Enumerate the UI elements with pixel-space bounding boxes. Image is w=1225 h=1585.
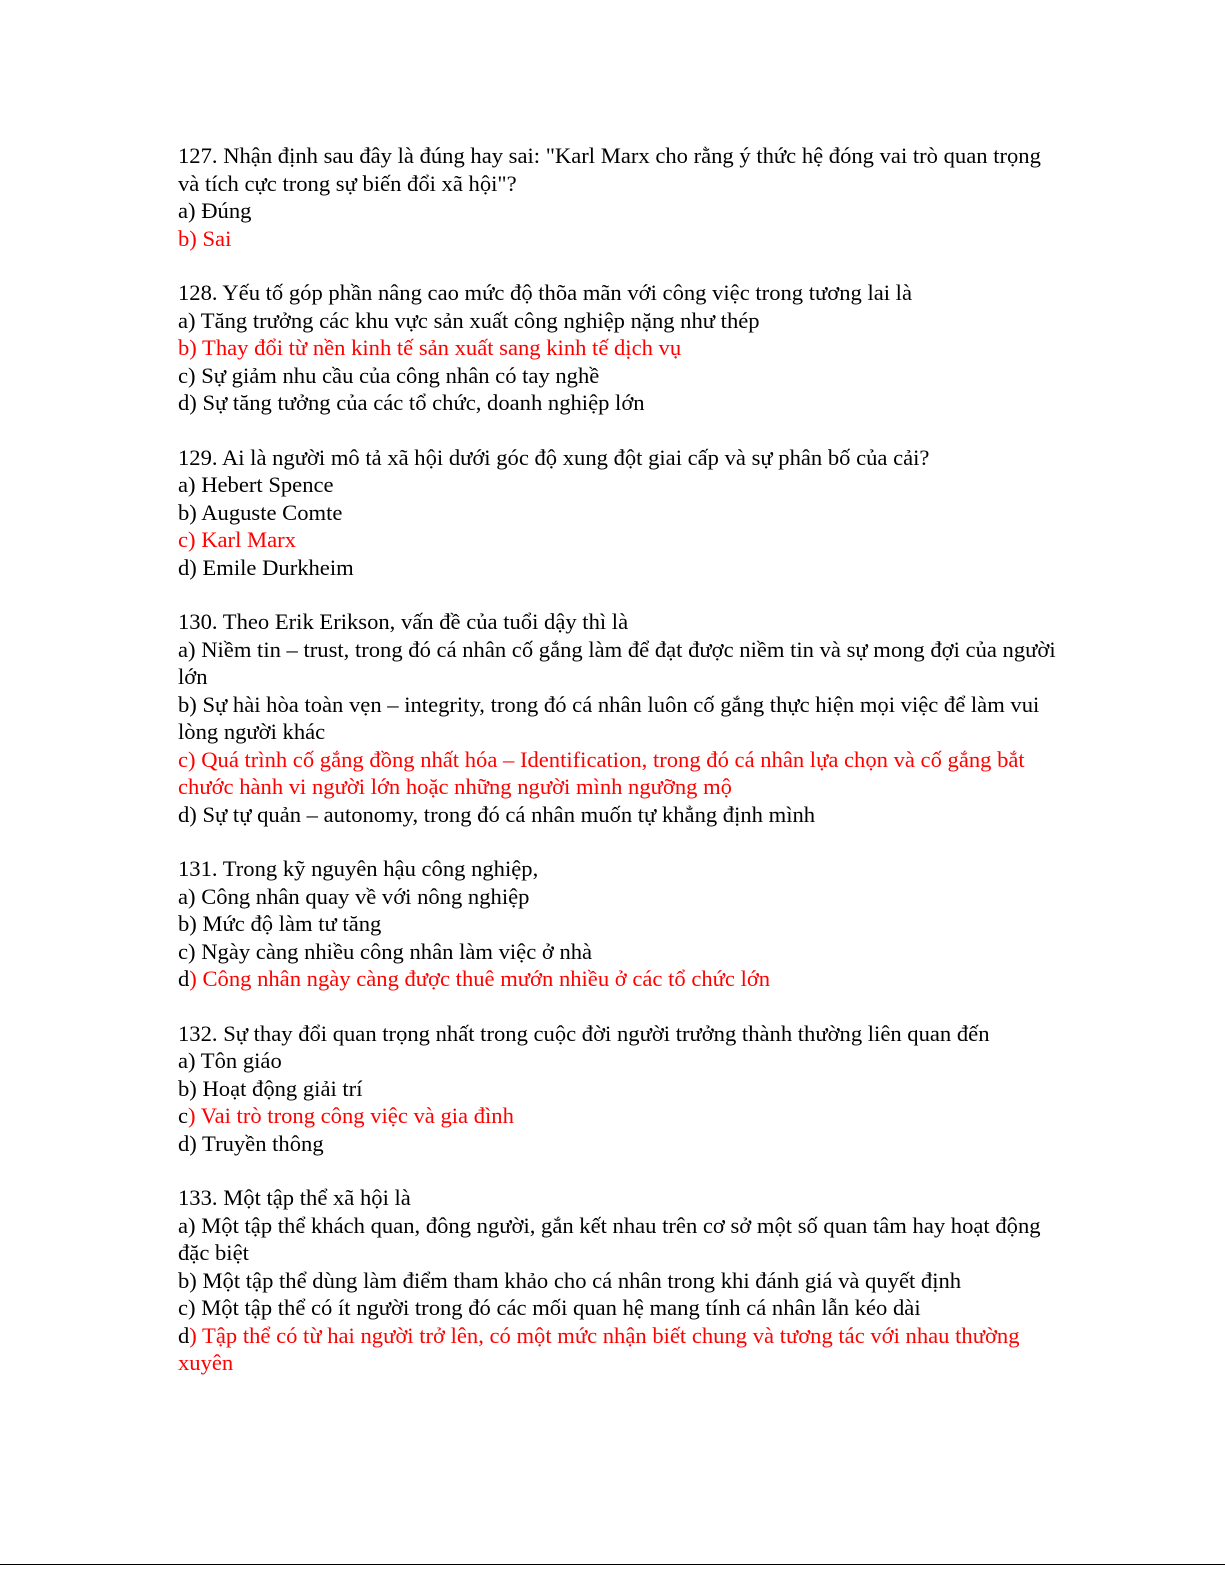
answer-option-text: a) Công nhân quay về với nông nghiệp — [178, 883, 530, 909]
question-block — [178, 279, 1058, 417]
answer-option — [178, 471, 1058, 499]
answer-option-text: c) Sự giảm nhu cầu của công nhân có tay nghề — [178, 362, 600, 388]
answer-option-text: a) Hebert Spence — [178, 472, 334, 497]
question-block — [178, 1184, 1058, 1377]
answer-option — [178, 691, 1058, 746]
question-stem: 133. Một tập thể xã hội là — [178, 1185, 411, 1210]
answer-option-correct — [178, 1322, 1058, 1377]
question-stem: 129. Ai là người mô tả xã hội dưới góc độ xung đột giai cấp và sự phân bố của cải? — [178, 444, 930, 470]
answer-option-text: c) Ngày càng nhiều công nhân làm việc ở nhà — [178, 938, 593, 964]
answer-option — [178, 197, 1058, 225]
answer-option — [178, 801, 1058, 829]
answer-option-letter: d — [178, 1322, 190, 1348]
answer-option-text: d) Truyền thông — [178, 1130, 324, 1156]
answer-option-correct — [178, 526, 1058, 554]
answer-option-text: b) Sự hài hòa toàn vẹn – integrity, trong đó cá nhân luôn cố gắng thực hiện mọi việc để làm vui lòng người khác — [178, 691, 1040, 744]
answer-option — [178, 1267, 1058, 1295]
question-stem: 131. Trong kỹ nguyên hậu công nghiệp, — [178, 856, 539, 881]
answer-option-correct — [178, 1102, 1058, 1130]
answer-option-text: d) Emile Durkheim — [178, 554, 354, 580]
answer-option-text: b) Thay đổi từ nền kinh tế sản xuất sang kinh tế dịch vụ — [178, 335, 682, 360]
answer-option-letter: d — [178, 966, 190, 991]
document-body — [178, 142, 1058, 1404]
answer-option-text: c) Một tập thể có ít người trong đó các mối quan hệ mang tính cá nhân lẫn kéo dài — [178, 1295, 921, 1320]
answer-option-text: d) Sự tự quản – autonomy, trong đó cá nhân muốn tự khẳng định mình — [178, 801, 816, 827]
answer-option-correct — [178, 225, 1058, 253]
answer-option — [178, 1075, 1058, 1103]
answer-option — [178, 1294, 1058, 1322]
question-stem: 130. Theo Erik Erikson, vấn đề của tuổi dậy thì là — [178, 609, 629, 634]
question-stem: 127. Nhận định sau đây là đúng hay sai: "Karl Marx cho rằng ý thức hệ đóng vai trò quan trọng và tích cực trong sự biến đổi xã hội"? — [178, 143, 1041, 196]
answer-option-text: ) Công nhân ngày càng được thuê mướn nhiều ở các tổ chức lớn — [189, 966, 771, 991]
answer-option-text: b) Auguste Comte — [178, 499, 343, 525]
page-bottom-rule — [0, 1564, 1225, 1565]
answer-option-text: b) Mức độ làm tư tăng — [178, 911, 382, 936]
answer-option-correct — [178, 965, 1058, 993]
answer-option-text: a) Một tập thể khách quan, đông người, gắn kết nhau trên cơ sở một số quan tâm hay hoạt động đặc biệt — [178, 1212, 1041, 1265]
answer-option-text: ) Vai trò trong công việc và gia đình — [188, 1103, 514, 1128]
answer-option — [178, 554, 1058, 582]
answer-option-letter: c — [178, 1103, 189, 1128]
question-stem: 132. Sự thay đổi quan trọng nhất trong cuộc đời người trưởng thành thường liên quan đến — [178, 1020, 990, 1046]
answer-option — [178, 938, 1058, 966]
question-block — [178, 142, 1058, 252]
answer-option-text: b) Hoạt động giải trí — [178, 1075, 363, 1101]
answer-option-text: b) Một tập thể dùng làm điểm tham khảo cho cá nhân trong khi đánh giá và quyết định — [178, 1267, 962, 1293]
answer-option-text: c) Quá trình cố gắng đồng nhất hóa – Identification, trong đó cá nhân lựa chọn và cố gắng bắt chước hành vi người lớn hoặc những người mình ngưỡng mộ — [178, 746, 1025, 799]
answer-option-correct — [178, 334, 1058, 362]
answer-option-text: c) Karl Marx — [178, 527, 296, 552]
answer-option-text: a) Niềm tin – trust, trong đó cá nhân cố gắng làm để đạt được niềm tin và sự mong đợi của người lớn — [178, 636, 1056, 689]
answer-option — [178, 883, 1058, 911]
answer-option — [178, 362, 1058, 390]
answer-option-text: a) Tôn giáo — [178, 1048, 282, 1073]
answer-option-text: b) Sai — [178, 225, 232, 251]
answer-option — [178, 636, 1058, 691]
answer-option — [178, 499, 1058, 527]
answer-option — [178, 389, 1058, 417]
answer-option — [178, 1212, 1058, 1267]
answer-option — [178, 1130, 1058, 1158]
answer-option-text: ) Tập thể có từ hai người trở lên, có một mức nhận biết chung và tương tác với nhau thường xuyên — [178, 1322, 1020, 1375]
answer-option — [178, 910, 1058, 938]
question-stem: 128. Yếu tố góp phần nâng cao mức độ thõa mãn với công việc trong tương lai là — [178, 280, 912, 305]
question-block — [178, 608, 1058, 828]
question-block — [178, 1020, 1058, 1158]
question-block — [178, 444, 1058, 582]
answer-option-text: d) Sự tăng tưởng của các tổ chức, doanh nghiệp lớn — [178, 390, 645, 415]
answer-option-text: a) Tăng trưởng các khu vực sản xuất công nghiệp nặng như thép — [178, 307, 760, 333]
question-block — [178, 855, 1058, 993]
answer-option — [178, 307, 1058, 335]
answer-option — [178, 1047, 1058, 1075]
answer-option-correct — [178, 746, 1058, 801]
answer-option-text: a) Đúng — [178, 198, 252, 223]
